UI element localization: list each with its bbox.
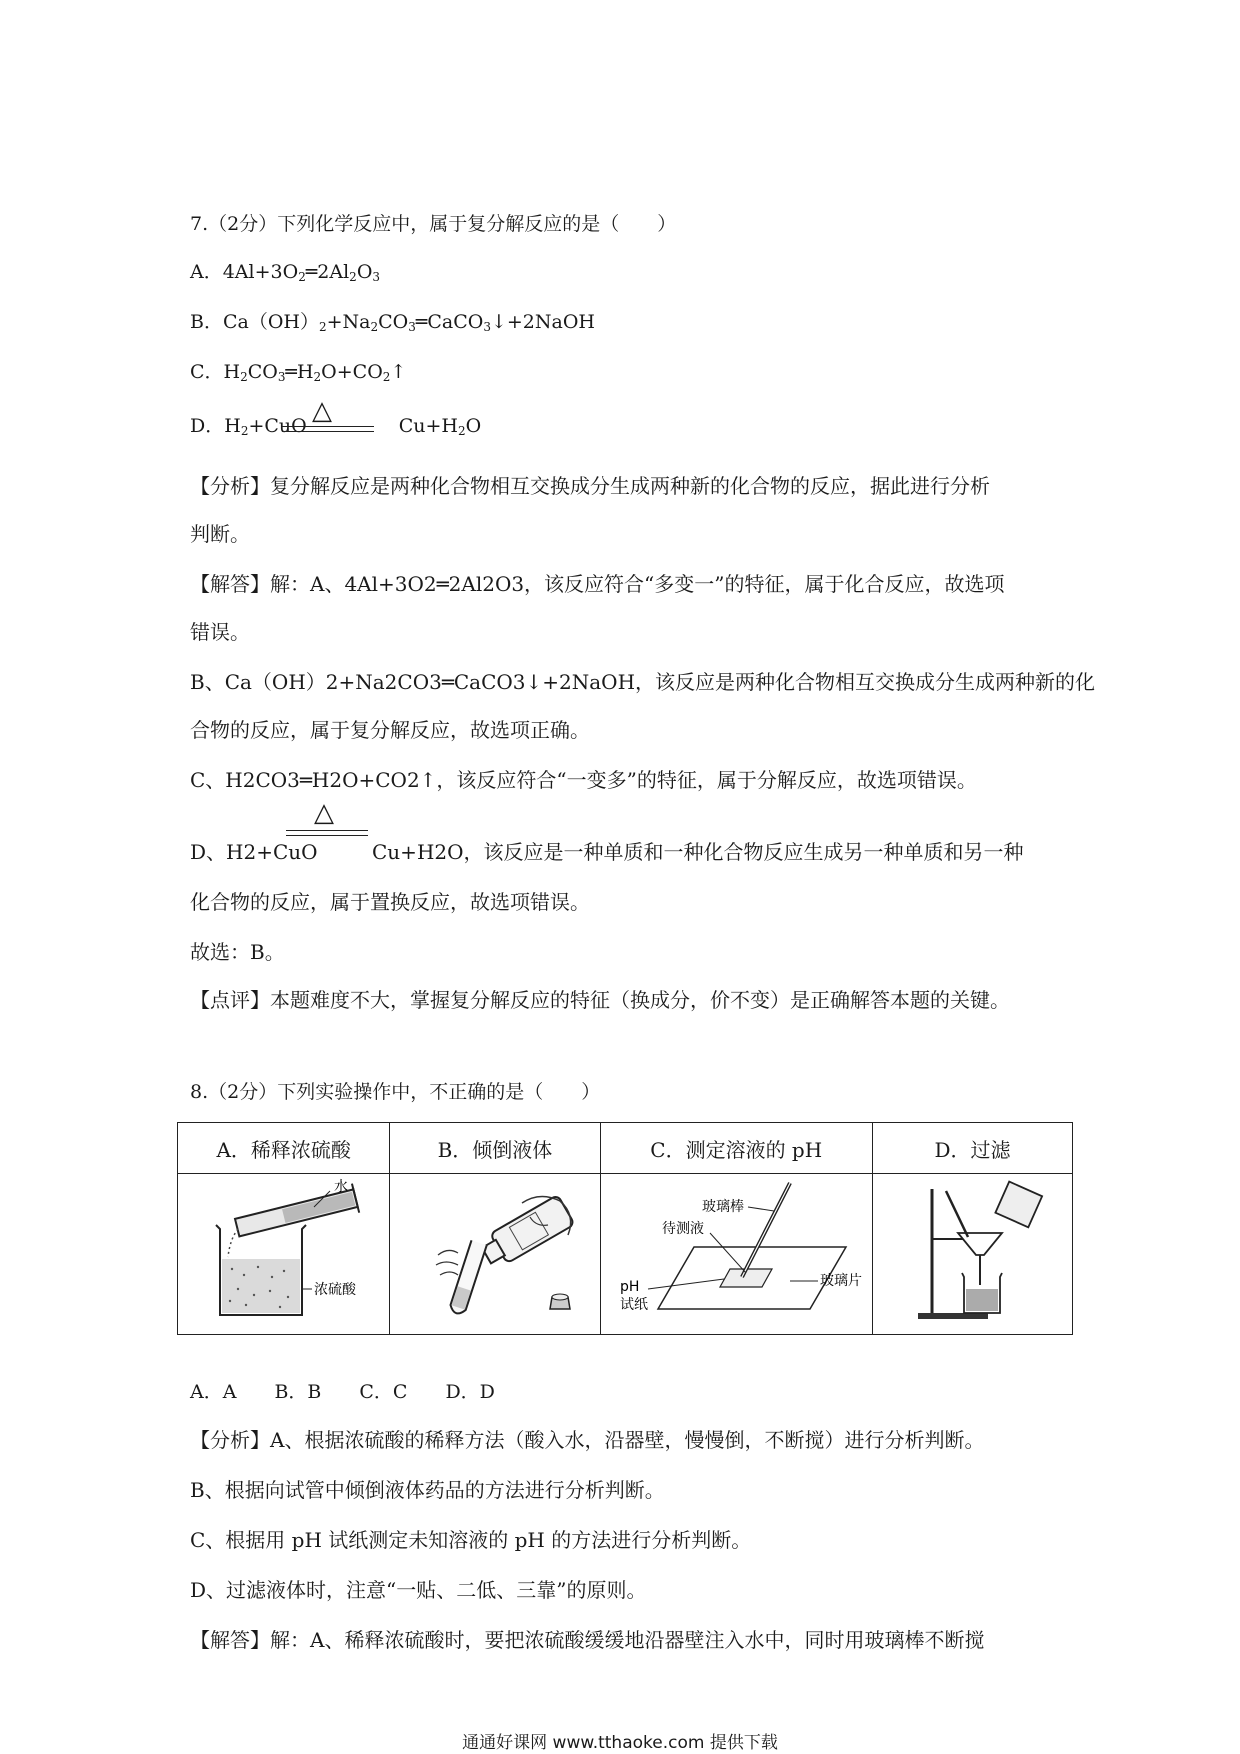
- heating-condition-symbol-2: △: [286, 800, 368, 840]
- header-a: A．稀释浓硫酸: [178, 1123, 390, 1174]
- q8-analysis-line-4: D、过滤液体时，注意“一贴、二低、三靠”的原则。: [190, 1578, 647, 1602]
- q7-answer-line-7: 化合物的反应，属于置换反应，故选项错误。: [190, 890, 590, 914]
- header-c: C．测定溶液的 pH: [600, 1123, 872, 1174]
- q8-answer-line-1: 【解答】解：A、稀释浓硫酸时，要把浓硫酸缓缓地沿器壁注入水中，同时用玻璃棒不断搅: [190, 1628, 985, 1652]
- q7-answer-line-6a: D、H2+CuO: [190, 840, 318, 864]
- q8-analysis-line-2: B、根据向试管中倾倒液体药品的方法进行分析判断。: [190, 1478, 665, 1502]
- q8-question: 8.（2分）下列实验操作中，不正确的是（ ）: [190, 1081, 601, 1103]
- label-glass-rod: 玻璃棒: [702, 1199, 745, 1215]
- figure-c-ph-test: [600, 1174, 872, 1335]
- q7-analysis-line-1: 【分析】复分解反应是两种化合物相互交换成分生成两种新的化合物的反应，据此进行分析: [190, 474, 990, 498]
- q7-answer-line-2: 错误。: [190, 620, 250, 644]
- q8-options: A．A B．B C．C D．D: [190, 1381, 495, 1403]
- page-footer: 通通好课网 www.tthaoke.com 提供下载: [462, 1733, 778, 1753]
- label-test-liquid: 待测液: [662, 1221, 705, 1237]
- q7-answer-line-6b: Cu+H2O，该反应是一种单质和一种化合物反应生成另一种单质和另一种: [372, 840, 1024, 864]
- q8-analysis-line-3: C、根据用 pH 试纸测定未知溶液的 pH 的方法进行分析判断。: [190, 1528, 752, 1552]
- figure-b-pouring: [390, 1174, 600, 1335]
- q7-option-a: A．$4Al+3O_2═2Al_2O_3$: [190, 261, 381, 284]
- q7-option-d: D．$H_2+CuO$ $Cu+H_2O$: [190, 415, 482, 438]
- q7-answer-line-1: 【解答】解：A、4Al+3O2═2Al2O3，该反应符合“多变一”的特征，属于化合反应，故选项: [190, 572, 1005, 596]
- header-b: B．倾倒液体: [390, 1123, 600, 1174]
- experiment-table: [177, 1122, 1073, 1335]
- q7-answer-line-3: B、Ca（OH）2+Na2CO3═CaCO3↓+2NaOH，该反应是两种化合物相互交换成分生成两种新的化: [190, 670, 1096, 694]
- heating-condition-symbol: △: [282, 398, 374, 438]
- q7-option-c: C．$H_2CO_3═H_2O+CO_2↑$: [190, 361, 407, 384]
- label-water: 水: [333, 1179, 348, 1195]
- q7-answer-line-4: 合物的反应，属于复分解反应，故选项正确。: [190, 718, 590, 742]
- label-test-paper: 试纸: [620, 1297, 649, 1313]
- q7-answer-line-5: C、H2CO3═H2O+CO2↑，该反应符合“一变多”的特征，属于分解反应，故选项错误。: [190, 768, 977, 792]
- label-ph: pH: [620, 1279, 640, 1295]
- q7-comment: 【点评】本题难度不大，掌握复分解反应的特征（换成分，价不变）是正确解答本题的关键。: [190, 988, 1010, 1012]
- q7-question: 7.（2分）下列化学反应中，属于复分解反应的是（ ）: [190, 213, 677, 235]
- q7-choice: 故选：B。: [190, 940, 285, 964]
- figure-d-filtration: [872, 1174, 1072, 1335]
- q7-analysis-line-2: 判断。: [190, 522, 250, 546]
- q8-analysis-line-1: 【分析】A、根据浓硫酸的稀释方法（酸入水，沿器壁，慢慢倒，不断搅）进行分析判断。: [190, 1428, 985, 1452]
- header-d: D．过滤: [872, 1123, 1072, 1174]
- label-conc-acid: 浓硫酸: [313, 1282, 356, 1298]
- label-glass-plate: 玻璃片: [820, 1273, 863, 1289]
- q7-option-b: B．$Ca(OH)_2+Na_2CO_3═CaCO_3↓+2NaOH$: [190, 311, 595, 334]
- figure-a-dilution: [178, 1174, 390, 1335]
